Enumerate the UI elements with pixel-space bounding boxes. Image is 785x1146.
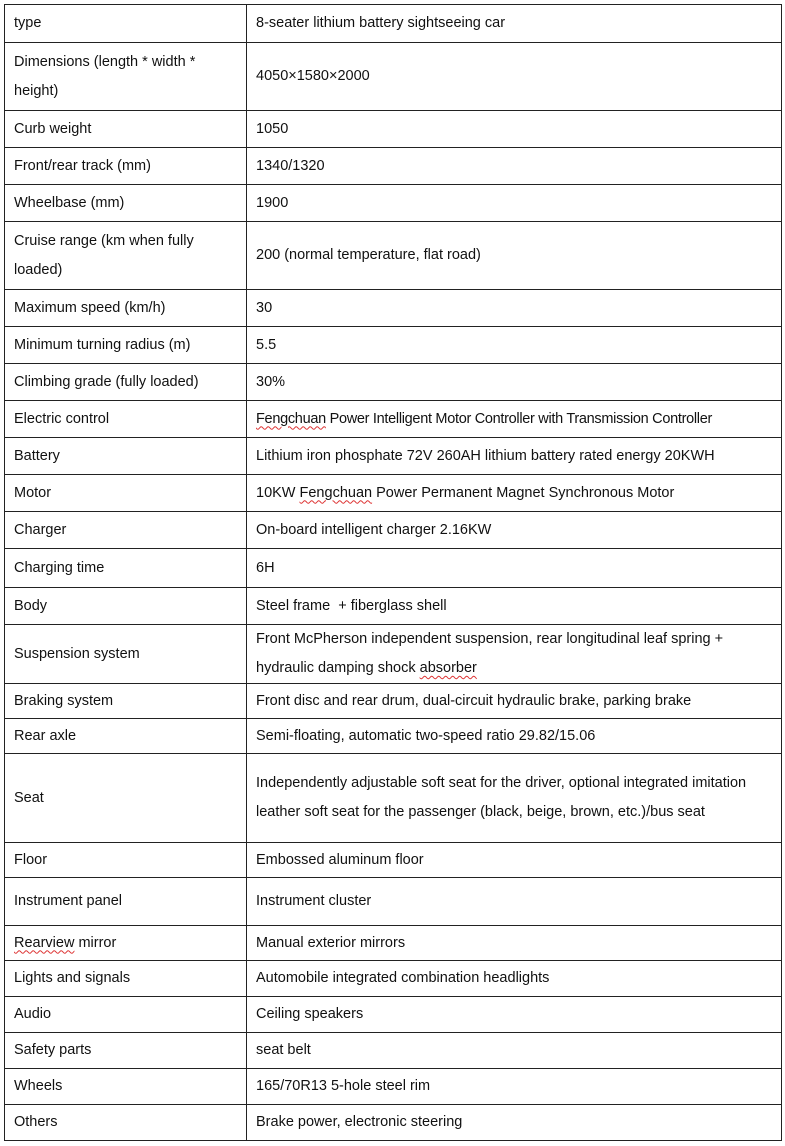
- row-value: 1340/1320: [247, 148, 782, 185]
- table-row: [5, 1069, 782, 1105]
- table-row: [5, 843, 782, 878]
- row-value: Steel frame + fiberglass shell: [247, 588, 782, 625]
- row-value: 6H: [247, 549, 782, 588]
- table-row: [5, 5, 782, 43]
- value-text: Power Permanent Magnet Synchronous Motor: [372, 484, 675, 501]
- row-value: Instrument cluster: [247, 878, 782, 926]
- row-value: Independently adjustable soft seat for the driver, optional integrated imitation leather soft seat for the passenger (black, beige, brown, etc.)/bus seat: [247, 754, 782, 843]
- row-value: 165/70R13 5-hole steel rim: [247, 1069, 782, 1105]
- row-value: On-board intelligent charger 2.16KW: [247, 512, 782, 549]
- row-label: Suspension system: [5, 625, 247, 684]
- table-row: [5, 926, 782, 961]
- row-label: Battery: [5, 438, 247, 475]
- row-label: Others: [5, 1105, 247, 1141]
- row-label: Seat: [5, 754, 247, 843]
- table-row: [5, 185, 782, 222]
- row-value: Manual exterior mirrors: [247, 926, 782, 961]
- row-label: Motor: [5, 475, 247, 512]
- table-row: [5, 290, 782, 327]
- table-row: [5, 684, 782, 719]
- row-value: Embossed aluminum floor: [247, 843, 782, 878]
- row-label: Wheels: [5, 1069, 247, 1105]
- row-label: Charger: [5, 512, 247, 549]
- row-label: Maximum speed (km/h): [5, 290, 247, 327]
- row-value: Ceiling speakers: [247, 997, 782, 1033]
- row-label: Body: [5, 588, 247, 625]
- row-label: type: [5, 5, 247, 43]
- row-value: [247, 625, 782, 684]
- row-label: Lights and signals: [5, 961, 247, 997]
- value-text: Power Intelligent Motor Controller with Transmission Controller: [325, 410, 713, 427]
- table-row: [5, 364, 782, 401]
- row-label: Cruise range (km when fully loaded): [5, 222, 247, 290]
- row-label: Climbing grade (fully loaded): [5, 364, 247, 401]
- table-row: [5, 754, 782, 843]
- row-label: Audio: [5, 997, 247, 1033]
- table-row: [5, 549, 782, 588]
- table-row: [5, 878, 782, 926]
- spellcheck-word: Fengchuan: [256, 410, 326, 427]
- spellcheck-word: Fengchuan: [299, 484, 373, 501]
- table-row: [5, 475, 782, 512]
- row-label: Braking system: [5, 684, 247, 719]
- value-text: 10KW: [256, 484, 300, 501]
- table-row: [5, 327, 782, 364]
- row-label: Curb weight: [5, 111, 247, 148]
- table-row: [5, 148, 782, 185]
- table-row: [5, 111, 782, 148]
- row-value: 30%: [247, 364, 782, 401]
- row-value: Lithium iron phosphate 72V 260AH lithium battery rated energy 20KWH: [247, 438, 782, 475]
- row-value: 200 (normal temperature, flat road): [247, 222, 782, 290]
- row-value: 4050×1580×2000: [247, 43, 782, 111]
- table-row: [5, 1105, 782, 1141]
- table-row: [5, 625, 782, 684]
- row-value: 8-seater lithium battery sightseeing car: [247, 5, 782, 43]
- table-row: [5, 719, 782, 754]
- row-value: 5.5: [247, 327, 782, 364]
- row-value: 1050: [247, 111, 782, 148]
- table-row: [5, 512, 782, 549]
- value-text: Front McPherson independent suspension, rear longitudinal leaf spring + hydraulic damping shock: [256, 631, 724, 676]
- table-row: [5, 961, 782, 997]
- table-row: [5, 588, 782, 625]
- row-value: seat belt: [247, 1033, 782, 1069]
- row-label: Rear axle: [5, 719, 247, 754]
- row-label: Dimensions (length * width * height): [5, 43, 247, 111]
- row-value: Semi-floating, automatic two-speed ratio 29.82/15.06: [247, 719, 782, 754]
- table-row: [5, 438, 782, 475]
- row-label: Floor: [5, 843, 247, 878]
- row-label: Electric control: [5, 401, 247, 438]
- row-value: 30: [247, 290, 782, 327]
- spellcheck-word: absorber: [419, 660, 477, 676]
- spellcheck-word: Rearview: [14, 934, 75, 951]
- table-row: [5, 401, 782, 438]
- row-value: [247, 401, 782, 438]
- row-label: Front/rear track (mm): [5, 148, 247, 185]
- row-label: Minimum turning radius (m): [5, 327, 247, 364]
- row-label: Wheelbase (mm): [5, 185, 247, 222]
- spec-table: [4, 4, 782, 1141]
- row-value: Automobile integrated combination headlights: [247, 961, 782, 997]
- row-label: [5, 926, 247, 961]
- row-value: Brake power, electronic steering: [247, 1105, 782, 1141]
- table-row: [5, 222, 782, 290]
- row-value: [247, 475, 782, 512]
- label-text: mirror: [74, 934, 117, 951]
- row-label: Safety parts: [5, 1033, 247, 1069]
- table-row: [5, 43, 782, 111]
- table-row: [5, 1033, 782, 1069]
- row-value: Front disc and rear drum, dual-circuit hydraulic brake, parking brake: [247, 684, 782, 719]
- row-label: Instrument panel: [5, 878, 247, 926]
- table-row: [5, 997, 782, 1033]
- row-label: Charging time: [5, 549, 247, 588]
- row-value: 1900: [247, 185, 782, 222]
